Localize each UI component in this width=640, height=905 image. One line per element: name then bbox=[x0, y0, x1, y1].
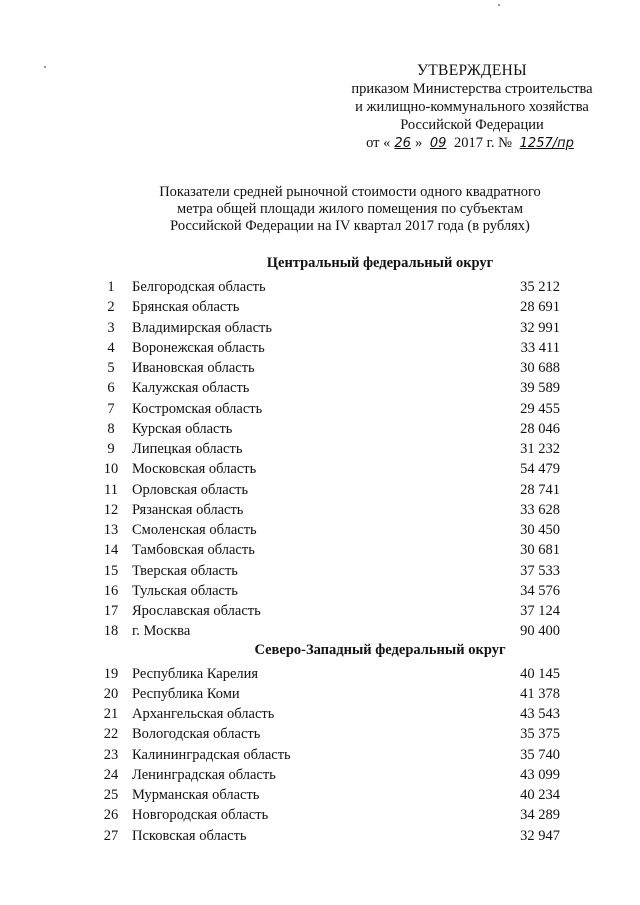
row-number: 3 bbox=[107, 319, 115, 336]
region-name: Калужская область bbox=[132, 380, 250, 397]
region-name: Смоленская область bbox=[132, 522, 257, 538]
table-row bbox=[100, 601, 560, 621]
region-name: Вологодская область bbox=[132, 726, 261, 743]
table-row bbox=[100, 581, 560, 601]
row-number: 19 bbox=[103, 665, 119, 682]
row-number: 2 bbox=[107, 299, 115, 316]
region-value: 28 691 bbox=[520, 299, 560, 316]
table-row bbox=[100, 480, 560, 500]
row-number: 22 bbox=[103, 726, 119, 743]
region-name: Владимирская область bbox=[132, 319, 272, 336]
region-value: 35 740 bbox=[520, 746, 560, 763]
region-name: Курская область bbox=[132, 420, 233, 437]
table-row bbox=[100, 745, 560, 765]
table-row bbox=[100, 520, 560, 540]
region-value: 33 411 bbox=[520, 339, 560, 356]
table-row bbox=[100, 724, 560, 744]
region-name: Ленинградская область bbox=[132, 766, 276, 783]
region-name: Республика Карелия bbox=[132, 665, 259, 682]
approval-block bbox=[332, 62, 612, 153]
region-value: 28 046 bbox=[520, 420, 560, 437]
table-row bbox=[100, 621, 560, 641]
region-name: Калининградская область bbox=[132, 746, 291, 763]
region-name: Мурманская область bbox=[132, 787, 260, 803]
date-mid: » bbox=[414, 135, 423, 151]
row-number: 24 bbox=[103, 766, 119, 783]
table-row bbox=[100, 378, 560, 398]
region-name: Тамбовская область bbox=[132, 542, 255, 559]
region-value: 30 681 bbox=[520, 542, 560, 559]
table-row bbox=[100, 826, 560, 846]
region-value: 37 533 bbox=[520, 562, 560, 579]
region-value: 31 232 bbox=[520, 441, 560, 457]
title-line-1: Показатели средней рыночной стоимости одного квадратного bbox=[159, 184, 541, 200]
row-number: 4 bbox=[107, 339, 115, 356]
row-number: 14 bbox=[103, 542, 119, 559]
title-line-2: метра общей площади жилого помещения по субъектам bbox=[176, 201, 523, 217]
region-name: Архангельская область bbox=[132, 706, 275, 722]
region-value: 41 378 bbox=[520, 685, 560, 702]
region-value: 43 099 bbox=[520, 766, 560, 783]
row-number: 27 bbox=[103, 827, 119, 844]
region-value: 32 947 bbox=[520, 827, 560, 844]
region-value: 39 589 bbox=[520, 380, 560, 397]
region-value: 30 688 bbox=[520, 360, 560, 376]
region-name: Республика Коми bbox=[132, 685, 240, 702]
row-number: 6 bbox=[107, 380, 115, 397]
approval-line-1: приказом Министерства строительства bbox=[351, 81, 593, 97]
table-row bbox=[100, 765, 560, 785]
table-row bbox=[100, 277, 560, 297]
table-row bbox=[100, 419, 560, 439]
approval-date-line bbox=[332, 134, 612, 153]
region-name: Воронежская область bbox=[132, 339, 265, 356]
region-name: Костромская область bbox=[132, 400, 263, 417]
region-value: 40 234 bbox=[520, 787, 560, 803]
approval-line-2: и жилищно-коммунального хозяйства bbox=[355, 99, 589, 115]
region-name: Новгородская область bbox=[132, 807, 269, 824]
approved-heading: УТВЕРЖДЕНЫ bbox=[417, 62, 527, 79]
region-value: 30 450 bbox=[520, 522, 560, 538]
table-row bbox=[100, 297, 560, 317]
region-value: 54 479 bbox=[520, 461, 560, 478]
region-name: Липецкая область bbox=[132, 441, 243, 457]
row-number: 15 bbox=[103, 562, 119, 579]
table-row bbox=[100, 318, 560, 338]
row-number: 23 bbox=[103, 746, 119, 763]
date-prefix: от « bbox=[366, 135, 391, 151]
table-row bbox=[100, 540, 560, 560]
row-number: 17 bbox=[103, 603, 119, 619]
row-number: 7 bbox=[107, 400, 115, 417]
table-row bbox=[100, 358, 560, 378]
scan-speck bbox=[44, 66, 46, 68]
district-header: Центральный федеральный округ bbox=[266, 255, 494, 271]
table-row bbox=[100, 805, 560, 825]
row-number: 18 bbox=[103, 623, 119, 640]
region-value: 33 628 bbox=[520, 501, 560, 518]
region-value: 40 145 bbox=[520, 665, 560, 682]
region-value: 43 543 bbox=[520, 706, 560, 722]
row-number: 5 bbox=[107, 360, 115, 376]
row-number: 21 bbox=[103, 706, 119, 722]
table-row bbox=[100, 500, 560, 520]
row-number: 25 bbox=[103, 787, 119, 803]
region-name: Рязанская область bbox=[132, 501, 244, 518]
row-number: 8 bbox=[107, 420, 115, 437]
table-row bbox=[100, 399, 560, 419]
region-name: Орловская область bbox=[132, 481, 249, 498]
year-text: 2017 г. № bbox=[454, 135, 513, 151]
row-number: 16 bbox=[103, 582, 119, 599]
region-value: 90 400 bbox=[520, 623, 560, 640]
region-value: 29 455 bbox=[520, 400, 560, 417]
region-value: 34 289 bbox=[520, 807, 560, 824]
district-header: Северо-Западный федеральный округ bbox=[254, 641, 506, 658]
region-value: 35 375 bbox=[520, 726, 560, 743]
region-name: г. Москва bbox=[132, 623, 191, 640]
title-line-3: Российской Федерации на IV квартал 2017 года (в рублях) bbox=[170, 218, 530, 234]
region-name: Ярославская область bbox=[132, 603, 261, 619]
region-value: 34 576 bbox=[520, 582, 560, 599]
table-row bbox=[100, 785, 560, 805]
scan-speck bbox=[498, 4, 500, 6]
region-name: Тверская область bbox=[132, 562, 238, 579]
region-value: 32 991 bbox=[520, 319, 560, 336]
handwritten-day: 26 bbox=[394, 136, 411, 151]
region-name: Белгородская область bbox=[132, 279, 266, 295]
region-name: Псковская область bbox=[132, 827, 247, 844]
table-row bbox=[100, 439, 560, 459]
table-row bbox=[100, 664, 560, 684]
row-number: 26 bbox=[103, 807, 119, 824]
row-number: 11 bbox=[104, 481, 118, 498]
table-row bbox=[100, 338, 560, 358]
table-row bbox=[100, 684, 560, 704]
handwritten-month: 09 bbox=[429, 136, 447, 151]
table-row bbox=[100, 704, 560, 724]
region-value: 28 741 bbox=[520, 481, 560, 498]
region-value: 35 212 bbox=[520, 279, 560, 295]
region-name: Ивановская область bbox=[132, 360, 255, 376]
row-number: 13 bbox=[103, 522, 119, 538]
table-row bbox=[100, 459, 560, 479]
table-row bbox=[100, 561, 560, 581]
region-value: 37 124 bbox=[520, 603, 560, 619]
region-name: Тульская область bbox=[132, 582, 238, 599]
row-number: 10 bbox=[103, 461, 119, 478]
region-name: Брянская область bbox=[132, 299, 240, 316]
document-title bbox=[120, 184, 580, 235]
row-number: 1 bbox=[107, 279, 115, 295]
row-number: 12 bbox=[103, 501, 119, 518]
approval-line-3: Российской Федерации bbox=[400, 117, 544, 133]
row-number: 20 bbox=[103, 685, 119, 702]
region-name: Московская область bbox=[132, 461, 257, 478]
row-number: 9 bbox=[107, 441, 115, 457]
handwritten-order-number: 1257/пр bbox=[519, 136, 574, 151]
